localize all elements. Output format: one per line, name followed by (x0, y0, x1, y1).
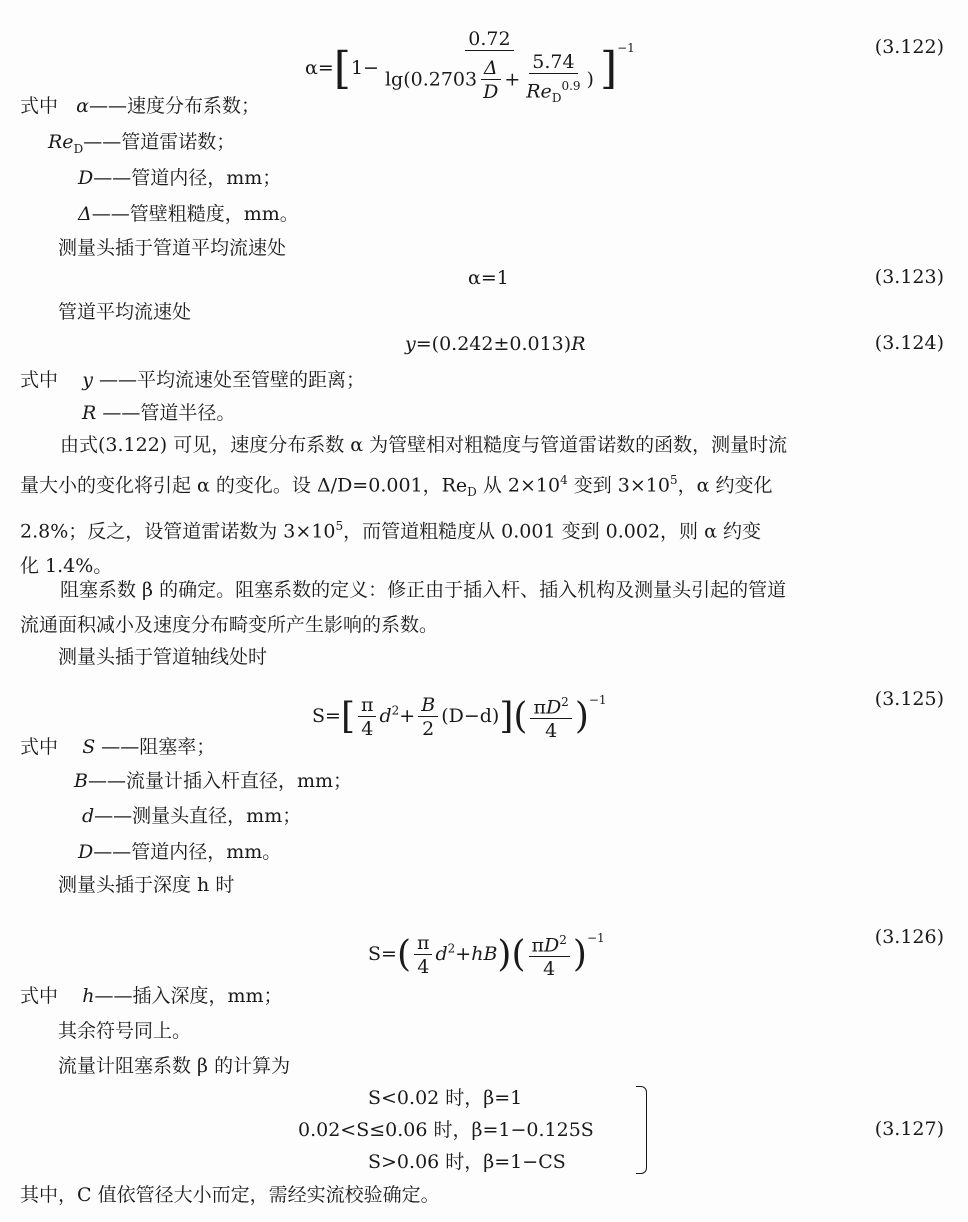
text-line: 流通面积减小及速度分布畸变所产生影响的系数。 (20, 613, 439, 636)
denominator (523, 74, 583, 110)
definition: ——插入深度，mm； (94, 985, 283, 1007)
symbol: D (78, 841, 94, 863)
denominator: D (483, 81, 499, 103)
numerator: 0.72 (465, 28, 513, 51)
coef: 0.2703 (410, 68, 478, 91)
denominator: 4 (543, 958, 556, 981)
paragraph-alpha (20, 428, 948, 583)
definition: ——管道内径，mm。 (93, 841, 282, 863)
definition: ——管壁粗糙度，mm。 (91, 203, 299, 225)
expr: =(0.242±0.013) (415, 333, 572, 355)
symbol: D (544, 934, 560, 957)
where-line (20, 94, 260, 118)
symbol: y (82, 369, 93, 391)
fraction (382, 28, 597, 110)
symbol: R (82, 402, 97, 424)
definition: ——测量头直径，mm； (94, 805, 302, 827)
where-line (48, 130, 235, 161)
expr: +hB (455, 943, 498, 965)
where-line (20, 735, 215, 759)
numerator: π (414, 932, 433, 955)
text-line: 测量头插于管道轴线处时 (58, 646, 268, 668)
paren-close: ) (574, 696, 589, 737)
symbol: d (435, 943, 448, 965)
where-line (20, 984, 282, 1008)
numerator: 5.74 (529, 51, 577, 74)
where-line (20, 368, 365, 392)
where-line (78, 840, 281, 864)
bracket-close: ] (499, 696, 514, 737)
equation-3-122 (305, 8, 635, 110)
superscript: 4 (560, 472, 568, 487)
subscript: D (551, 91, 562, 106)
equation-number: (3.122) (874, 36, 944, 58)
where-label: 式中 (20, 736, 59, 758)
text-line (20, 463, 948, 510)
symbol: R (571, 333, 586, 355)
equation-number: (3.127) (874, 1118, 944, 1140)
text-line: 其余符号同上。 (58, 1020, 192, 1042)
text-line: 测量头插于管道平均流速处 (58, 237, 287, 259)
eq-lhs: α= (305, 57, 334, 79)
case-line: S<0.02 时，β=1 (368, 1087, 523, 1109)
numerator: Δ (481, 57, 501, 80)
expr: (D−d) (441, 705, 500, 727)
where-line (82, 401, 235, 425)
text: 量大小的变化将引起 α 的变化。设 Δ/D=0.001，Re (20, 473, 468, 496)
where-line (78, 166, 281, 190)
text-line: 流量计阻塞系数 β 的计算为 (58, 1055, 291, 1077)
bracket-open: [ (333, 43, 351, 94)
denominator: 4 (545, 720, 558, 743)
where-label: 式中 (20, 985, 59, 1007)
text-line: 测量头插于深度 h 时 (58, 874, 235, 896)
fraction (529, 929, 570, 981)
symbol: S (82, 736, 96, 758)
pi: π (533, 696, 546, 719)
paren-open: ( (513, 696, 528, 737)
text-line: 其中，C 值依管径大小而定，需经实流校验确定。 (20, 1184, 440, 1206)
right-brace (636, 1086, 647, 1174)
symbol: D (78, 167, 94, 189)
subscript: D (73, 141, 84, 156)
bracket-open: [ (340, 696, 355, 737)
superscript: 5 (335, 519, 344, 534)
subscript: D (467, 484, 477, 499)
superscript: 5 (669, 472, 678, 487)
superscript: 0.9 (561, 78, 581, 93)
equation-3-125 (312, 668, 607, 749)
symbol: B (74, 770, 88, 792)
equation-number: (3.124) (874, 332, 944, 354)
numerator (530, 691, 571, 719)
text: ，而管道粗糙度从 0.001 变到 0.002，则 α 约变 (343, 520, 761, 543)
symbol: d (82, 805, 95, 827)
symbol: Δ (78, 203, 92, 225)
paren-open: ( (511, 934, 526, 975)
text: 2.8%；反之，设管道雷诺数为 3×10 (20, 520, 336, 543)
numerator (529, 929, 570, 957)
lg-term: lg( (384, 68, 411, 91)
denominator: 4 (361, 717, 374, 740)
where-line (78, 202, 299, 226)
text-line: 由式(3.122) 可见，速度分布系数 α 为管壁相对粗糙度与管道雷诺数的函数，测量时流 (60, 434, 788, 456)
fraction (530, 691, 571, 743)
where-line (82, 804, 301, 828)
exponent: −1 (588, 693, 607, 707)
fraction (414, 932, 433, 979)
where-label: 式中 (20, 369, 59, 391)
bracket-close: ] (599, 43, 618, 94)
text: 从 2×10 (476, 473, 561, 496)
text-line: 阻塞系数 β 的确定。阻塞系数的定义：修正由于插入杆、插入机构及测量头引起的管道 (60, 579, 787, 601)
paren-open: ( (396, 934, 411, 975)
equation-number: (3.126) (874, 926, 944, 948)
numerator: π (358, 694, 377, 717)
case-line: S>0.06 时，β=1−CS (368, 1151, 566, 1173)
paren-close: ) (586, 68, 594, 91)
denominator (382, 51, 597, 110)
text-line: 化 1.4%。 (20, 554, 113, 577)
equation-3-126 (368, 906, 605, 987)
definition: ——平均流速处至管壁的距离； (92, 369, 365, 391)
exponent: −1 (586, 931, 605, 945)
exponent: −1 (617, 41, 635, 55)
fraction (523, 51, 583, 110)
superscript: 2 (391, 703, 400, 718)
eq-lhs: S= (312, 705, 341, 727)
symbol: d (379, 705, 392, 727)
plus: + (399, 705, 416, 727)
numerator: B (418, 694, 438, 717)
pi: π (531, 934, 545, 957)
fraction (358, 694, 377, 741)
fraction (480, 57, 501, 104)
eq-term: 1− (350, 57, 379, 79)
paren-close: ) (497, 934, 512, 975)
paren-close: ) (572, 934, 587, 975)
superscript: 2 (559, 932, 567, 947)
symbol: h (82, 985, 95, 1007)
denominator: 4 (417, 955, 430, 978)
definition: ——管道半径。 (96, 402, 236, 424)
denominator: 2 (422, 717, 435, 740)
eq-lhs: S= (368, 943, 397, 965)
text-line (20, 509, 948, 549)
definition: ——速度分布系数； (88, 95, 260, 117)
symbol: y (405, 333, 416, 355)
equation-number: (3.125) (874, 688, 944, 710)
superscript: 2 (561, 694, 569, 709)
case-line: 0.02<S≤0.06 时，β=1−0.125S (298, 1119, 594, 1141)
equation-number: (3.123) (874, 266, 944, 288)
plus: + (504, 68, 521, 91)
re-symbol: Re (526, 80, 552, 103)
definition: ——流量计插入杆直径，mm； (87, 770, 353, 792)
equation-3-124 (405, 332, 586, 356)
superscript: 2 (447, 941, 456, 956)
paragraph-beta (20, 573, 948, 642)
definition: ——管道雷诺数； (83, 131, 236, 153)
where-line (74, 769, 352, 793)
definition: ——阻塞率； (95, 736, 216, 758)
text: ，α 约变化 (677, 473, 773, 496)
text-line: 管道平均流速处 (58, 301, 192, 323)
where-label: 式中 (20, 95, 59, 117)
symbol: α (76, 95, 89, 117)
text: 变到 3×10 (567, 473, 670, 496)
fraction (418, 694, 438, 741)
symbol: D (545, 696, 562, 719)
definition: ——管道内径，mm； (93, 167, 282, 189)
equation-3-123: α=1 (468, 267, 509, 289)
symbol: Re (48, 131, 74, 153)
